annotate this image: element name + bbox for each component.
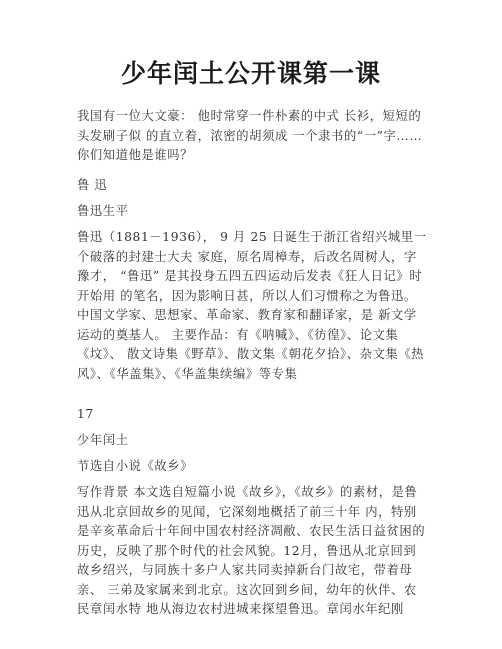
- section-heading-biography: 鲁迅生平: [77, 204, 129, 218]
- document-title: 少年闰土公开课第一课: [120, 59, 381, 88]
- lesson-title: 少年闰土: [77, 433, 129, 447]
- background-paragraph: 写作背景 本文选自短篇小说《故乡》，《故乡》的素材，是鲁迅从北京回故乡的见闻，它深刻地概括了前三十年 内，特别是辛亥革命后十年间中国农村经济凋敝、农民生活日益贫困的历史，反映了那个时代的社会风貌。12月，鲁迅从北京回到故乡绍兴，与同族十多户人家共同卖掉新台门故宅，带着母亲、 三弟及家属来到北京。这次回到乡间，幼年的伙伴、农民章闰水特 地从海边农村进城来探望鲁迅。章闰水年纪刚: [77, 485, 426, 616]
- author-name: 鲁 迅: [77, 178, 108, 192]
- lesson-number: 17: [77, 407, 94, 421]
- biography-paragraph: 鲁迅（1881－1936）， 9 月 25 日诞生于浙江省绍兴城里一个破落的封建士大夫 家庭，原名周樟寿，后改名周树人，字豫才， “鲁迅” 是其投身五四五四运动后发表《狂人日记》时开始用 的笔名，因为影响日甚，所以人们习惯称之为鲁迅。中国文学家、思想家、革命家、教育家和翻译家，是 新文学运动的奠基人。 主要作品：有《呐喊》、《彷徨》、论文集《坟》、 散文诗集《野草》、散文集《朝花夕拾》、杂文集《热风》、《华盖集》、《华盖集续编》等专集: [77, 230, 427, 381]
- source-note: 节选自小说《故乡》: [77, 459, 194, 473]
- intro-paragraph: 我国有一位大文豪： 他时常穿一件朴素的中式 长衫，短短的头发刷子似 的直立着，浓密的胡须成 一个隶书的“一”字…… 你们知道他是谁吗？: [77, 109, 423, 162]
